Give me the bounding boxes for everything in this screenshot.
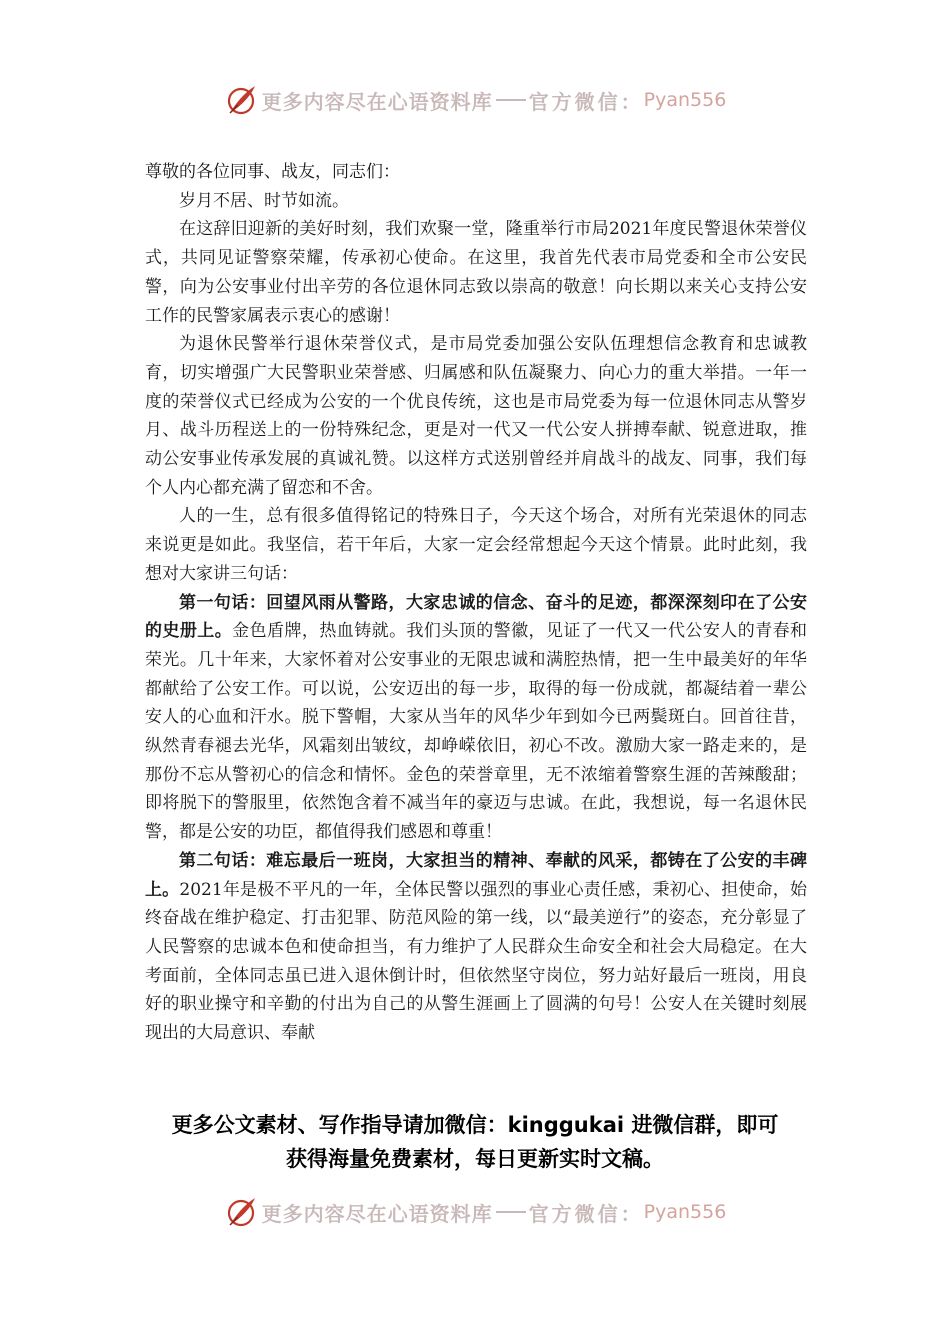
point-one-heading: 第一句话：回望风雨从警路，大家忠诚的信念、奋斗的足迹，都深深刻印在了公安的史册上。 <box>145 592 807 642</box>
banner-slogan: 更多内容尽在心语资料库 <box>261 89 493 114</box>
banner-slogan: 更多内容尽在心语资料库 <box>261 1201 493 1226</box>
banner-wechat-id: Pyan556 <box>643 1201 727 1223</box>
paragraph-1: 岁月不居、时节如流。 <box>179 190 349 211</box>
paragraph-4: 人的一生，总有很多值得铭记的特殊日子，今天这个场合，对所有光荣退休的同志来说更是如此。我坚信，若干年后，大家一定会经常想起今天这个情景。此时此刻，我想对大家讲三句话： <box>145 506 807 584</box>
banner-tag: 官方微信： <box>528 89 644 114</box>
banner-wechat-id: Pyan556 <box>643 89 727 111</box>
paragraph-6 <box>145 847 807 1048</box>
point-two-heading: 第二句话：难忘最后一班岗，大家担当的精神、奉献的风采，都铸在了公安的丰碑上。 <box>145 850 807 900</box>
quill-pen-icon <box>224 1195 258 1229</box>
point-one-body: 金色盾牌，热血铸就。我们头顶的警徽，见证了一代又一代公安人的青春和荣光。几十年来，大家怀着对公安事业的无限忠诚和满腔热情，把一生中最美好的年华都献给了公安工作。可以说，公安迈出的每一步，取得的每一份成就，都凝结着一辈公安人的心血和汗水。脱下警帽，大家从当年的风华少年到如今已两鬓斑白。回首往昔，纵然青春褪去光华，风霜刻出皱纹，却峥嵘依旧，初心不改。激励大家一路走来的，是那份不忘从警初心的信念和情怀。金色的荣誉章里，无不浓缩着警察生涯的苦辣酸甜；即将脱下的警服里，依然饱含着不减当年的豪迈与忠诚。在此，我想说，每一名退休民警，都是公安的功臣，都值得我们感恩和尊重！ <box>145 621 808 843</box>
promo-line-1: 更多公文素材、写作指导请加微信：kinggukai 进微信群，即可 <box>171 1113 779 1137</box>
quill-pen-icon <box>224 83 258 117</box>
footer-watermark-banner <box>0 1190 950 1234</box>
salutation: 尊敬的各位同事、战友，同志们： <box>145 162 400 182</box>
banner-dash <box>496 1211 526 1213</box>
paragraph-2: 在这辞旧迎新的美好时刻，我们欢聚一堂，隆重举行市局2021年度民警退休荣誉仪式，共同见证警察荣耀，传承初心使命。在这里，我首先代表市局党委和全市公安民警，向为公安事业付出辛劳的各位退休同志致以崇高的敬意！向长期以来关心支持公安工作的民警家属表示衷心的感谢！ <box>145 219 807 326</box>
paragraph-3: 为退休民警举行退休荣誉仪式，是市局党委加强公安队伍理想信念教育和忠诚教育，切实增强广大民警职业荣誉感、归属感和队伍凝聚力、向心力的重大举措。一年一度的荣誉仪式已经成为公安的一个优良传统，这也是市局党委为每一位退休同志从警岁月、战斗历程送上的一份特殊纪念，更是对一代又一代公安人拼搏奉献、锐意进取，推动公安事业传承发展的真诚礼赞。以这样方式送别曾经并肩战斗的战友、同事，我们每个人内心都充满了留恋和不舍。 <box>145 334 807 498</box>
promo-notice <box>100 1108 850 1176</box>
point-two-body: 2021年是极不平凡的一年，全体民警以强烈的事业心责任感，秉初心、担使命，始终奋战在维护稳定、打击犯罪、防范风险的第一线，以“最美逆行”的姿态，充分彰显了人民警察的忠诚本色和使命担当，有力维护了人民群众生命安全和社会大局稳定。在大考面前，全体同志虽已进入退休倒计时，但依然坚守岗位，努力站好最后一班岗，用良好的职业操守和辛勤的付出为自己的从警生涯画上了圆满的句号！公安人在关键时刻展现出的大局意识、奉献 <box>145 879 807 1044</box>
document-body <box>145 158 807 1048</box>
banner-dash <box>496 99 526 101</box>
header-watermark-banner <box>0 78 950 122</box>
banner-tag: 官方微信： <box>528 1201 644 1226</box>
promo-line-2: 获得海量免费素材，每日更新实时文稿。 <box>286 1147 664 1171</box>
paragraph-5 <box>145 589 807 847</box>
